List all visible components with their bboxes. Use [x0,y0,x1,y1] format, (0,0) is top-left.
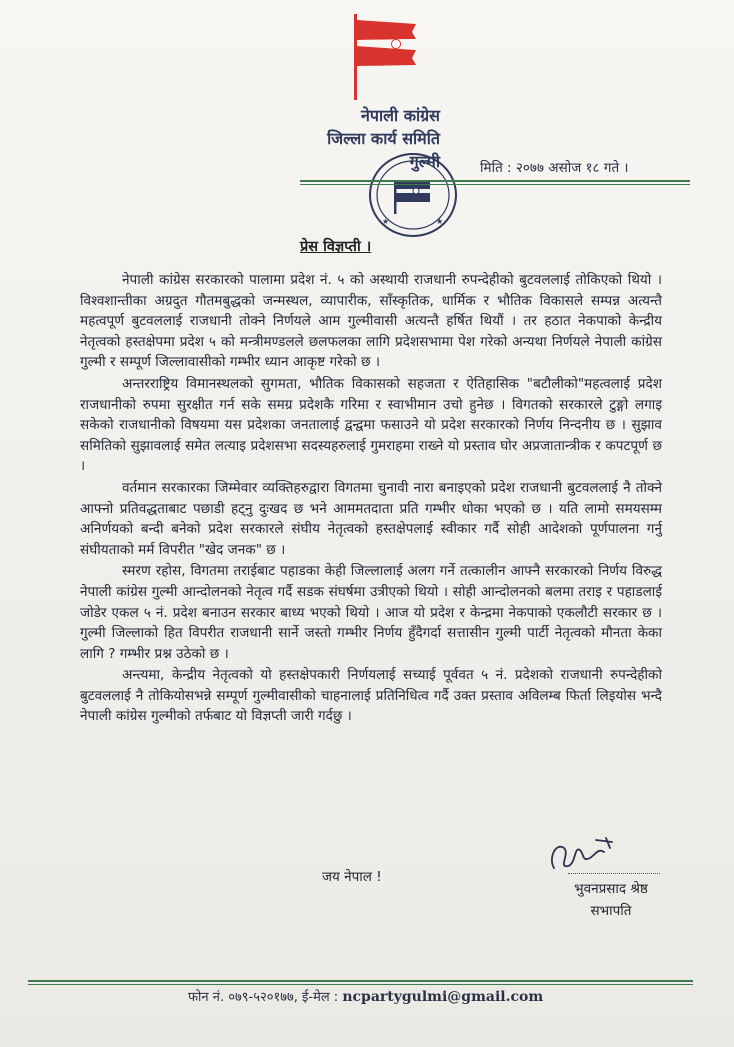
header-divider-thin [300,184,690,185]
footer-phone: फोन नं. ०७९-५२०१७७, ई-मेल : [188,990,339,1005]
signature-line [568,873,660,874]
footer-divider [28,980,693,982]
signer-name: भुवनप्रसाद श्रेष्ठ [574,881,648,897]
party-flag-icon [352,12,420,102]
svg-text:★: ★ [436,217,444,226]
document-title: प्रेस विज्ञप्ती । [300,239,372,255]
paragraph: नेपाली कांग्रेस सरकारको पालामा प्रदेश नं. ५ को अस्थायी राजधानी रुपन्देहीको बुटवललाई तोकिएको थियो । विश्वशान्तीका अग्रदुत गौतमबुद्धको जन्मस्थल, व्यापारीक, साँस्कृतिक, धार्मिक र भौतिक विकासले सम्पन्न अत्यन्तै महत्वपूर्ण बुटवललाई राजधानी तोक्ने निर्णयले आम गुल्मीवासी अत्यन्तै हर्षित थियौं । तर हठात नेकपाको केन्द्रीय नेतृत्वको हस्तक्षेपमा प्रदेश ५ को मन्त्रीमण्डलले छलफलका लागि प्रदेशसभामा पेश गरेको अन्यथा निर्णयले नेपाली कांग्रेस गुल्मी र सम्पूर्ण जिल्लावासीको गम्भीर ध्यान आकृष्ट गरेको छ । [80,272,662,371]
footer-divider-thin [28,984,693,985]
org-line-2: जिल्ला कार्य समिति [327,129,440,148]
contact-footer [188,987,543,1005]
header-divider [300,180,690,182]
signatory [556,878,666,922]
paragraph: वर्तमान सरकारका जिम्मेवार व्यक्तिहरुद्वारा विगतमा चुनावी नारा बनाइएको प्रदेश राजधानी बुटवललाई नै तोक्ने आफ्नो प्रतिवद्धताबाट पछाडी हट्नु दुःखद छ भने आममतदाता प्रति गम्भीर धोका भएको छ । यति लामो समयसम्म अनिर्णयको बन्दी बनेको प्रदेश सरकारले संघीय नेतृत्वको हस्तक्षेपलाई स्वीकार गर्दै सोही आदेशको पूर्णपालना गर्नु संघीयताको मर्म विपरीत "खेद जनक" छ । [80,479,662,558]
org-line-3: गुल्मी [409,152,440,171]
paragraph: अन्त्यमा, केन्द्रीय नेतृत्वको यो हस्तक्षेपकारी निर्णयलाई सच्याई पूर्ववत ५ नं. प्रदेशको राजधानी रुपन्देहीको बुटवललाई नै तोकियोसभन्ने सम्पूर्ण गुल्मीवासीको चाहनालाई प्रतिनिधित्व गर्दै उक्त प्रस्ताव अविलम्ब फिर्ता लिइयोस भन्दै नेपाली कांग्रेस गुल्मीको तर्फबाट यो विज्ञप्ती जारी गर्दछु । [80,667,662,725]
org-line-1: नेपाली कांग्रेस [361,106,440,125]
paragraph: स्मरण रहोस, विगतमा तराईबाट पहाडका केही जिल्लालाई अलग गर्ने तत्कालीन आफ्नै सरकारको निर्णय विरुद्ध नेपाली कांग्रेस गुल्मी आन्दोलनको नेतृत्व गर्दै सडक संघर्षमा उत्रीएको थियो । सोही आन्दोलनको बलमा तराइ र पहाडलाई जोडेर एकल ५ नं. प्रदेश बनाउन सरकार बाध्य भएको थियो । आज यो प्रदेश र केन्द्रमा नेकपाको एकलौटी सरकार छ । गुल्मी जिल्लाको हित विपरीत राजधानी सार्ने जस्तो गम्भीर निर्णय हुँदैगर्दा सत्तासीन गुल्मी पार्टी नेतृत्वको मौनता केका लागि ? गम्भीर प्रश्न उठेको छ । [80,563,662,662]
press-release-body [80,270,662,728]
paragraph: अन्तरराष्ट्रिय विमानस्थलको सुगमता, भौतिक विकासको सहजता र ऐतिहासिक "बटौलीको"महत्वलाई प्रदेश राजधानीको रुपमा सुरक्षीत गर्न सके समग्र प्रदेशकै गरिमा र स्वाभीमान उचो हुनेछ । विगतको सरकारले टुङ्गो लगाइ सकेको राजधानीको विषयमा यस प्रदेशका जनतालाई द्वन्द्वमा फसाउने यो प्रदेश सरकारको निर्णय निन्दनीय छ । सुझाव समितिको सुझावलाई समेत लत्याइ प्रदेशसभा सदस्यहरुलाई गुमराहमा राख्ने यो प्रस्ताव घोर अप्रजातान्त्रीक र कपटपूर्ण छ । [80,375,662,475]
official-seal-icon [366,150,460,240]
svg-text:★: ★ [382,217,390,226]
issue-date: मिति : २०७७ असोज १८ गते । [480,160,629,176]
closing-salutation: जय नेपाल ! [322,869,382,885]
signer-position: सभापति [590,903,632,919]
footer-email-link[interactable]: ncpartygulmi@gmail.com [342,989,544,1005]
